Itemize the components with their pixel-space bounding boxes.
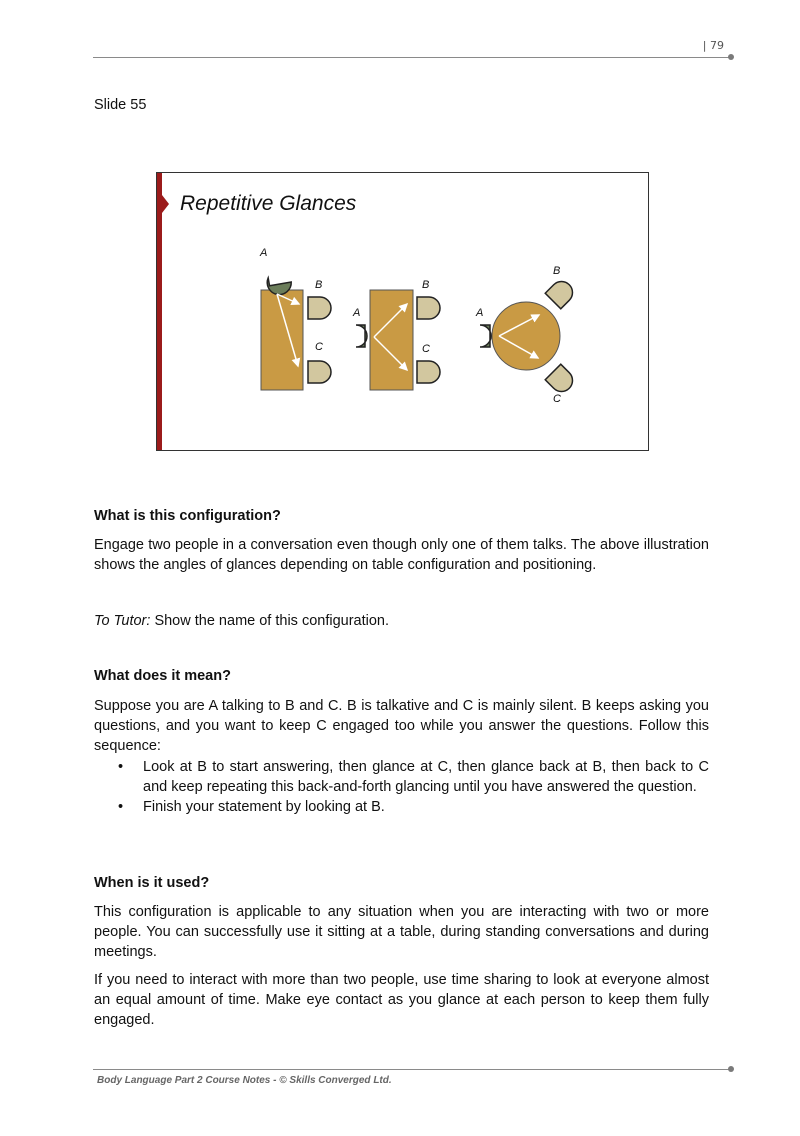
config-heading: What is this configuration?	[94, 508, 281, 524]
person-b-2	[417, 297, 440, 319]
label-d1-c: C	[315, 341, 323, 353]
table-3	[492, 302, 560, 370]
header-rule	[93, 57, 731, 58]
label-d2-b: B	[422, 279, 430, 291]
meaning-heading: What does it mean?	[94, 668, 231, 684]
tutor-label: To Tutor:	[94, 613, 151, 629]
used-paragraph-2: If you need to interact with more than two people, use time sharing to look at everyone almost an equal amount of time. Make eye contact as you glance at each person to keep them fully engaged.	[94, 972, 709, 1028]
person-a-2	[356, 325, 367, 347]
person-c-3	[545, 364, 577, 396]
person-c-2	[417, 361, 440, 383]
header-rule-dot	[728, 54, 734, 60]
person-a-3	[480, 325, 491, 347]
page-number: | 79	[702, 39, 724, 52]
bullet-icon: •	[118, 799, 124, 815]
table-1	[261, 290, 303, 390]
label-d3-a: A	[476, 307, 484, 319]
used-heading: When is it used?	[94, 875, 210, 891]
label-d2-c: C	[422, 343, 430, 355]
label-d1-a: A	[260, 247, 268, 259]
footer-rule-dot	[728, 1066, 734, 1072]
bullet-icon: •	[118, 759, 124, 775]
accent-chevron	[162, 195, 169, 213]
list-item	[94, 797, 709, 817]
config-paragraph: Engage two people in a conversation even though only one of them talks. The above illustration shows the angles of glances depending on table configuration and positioning.	[94, 537, 709, 573]
label-d3-b: B	[553, 265, 561, 277]
label-d1-b: B	[315, 279, 323, 291]
slide-title: Repetitive Glances	[180, 192, 357, 215]
tutor-note	[94, 611, 709, 631]
person-c-1	[308, 361, 331, 383]
footer-rule	[93, 1069, 731, 1070]
meaning-bullet-list	[94, 757, 709, 817]
person-b-3	[545, 277, 577, 309]
accent-bar	[157, 173, 162, 450]
footer-text: Body Language Part 2 Course Notes - © Skills Converged Ltd.	[97, 1075, 392, 1086]
used-paragraph-1: This configuration is applicable to any situation when you are interacting with two or more people. You can successfully use it sitting at a table, during standing conversations and during meetings.	[94, 904, 709, 960]
bullet-text-2: Finish your statement by looking at B.	[143, 799, 385, 815]
meaning-paragraph: Suppose you are A talking to B and C. B is talkative and C is mainly silent. B keeps asking you questions, and you want to keep C engaged too while you answer the questions. Follow this sequence:	[94, 698, 709, 754]
slide-frame	[156, 172, 649, 451]
bullet-text-1: Look at B to start answering, then glance at C, then glance back at B, then back to C and keep repeating this back-and-forth glancing until you have answered the question.	[143, 759, 709, 795]
person-b-1	[308, 297, 331, 319]
label-d3-c: C	[553, 393, 561, 405]
list-item	[94, 757, 709, 797]
tutor-text: Show the name of this configuration.	[150, 613, 390, 629]
label-d2-a: A	[353, 307, 361, 319]
slide-label: Slide 55	[94, 97, 147, 113]
